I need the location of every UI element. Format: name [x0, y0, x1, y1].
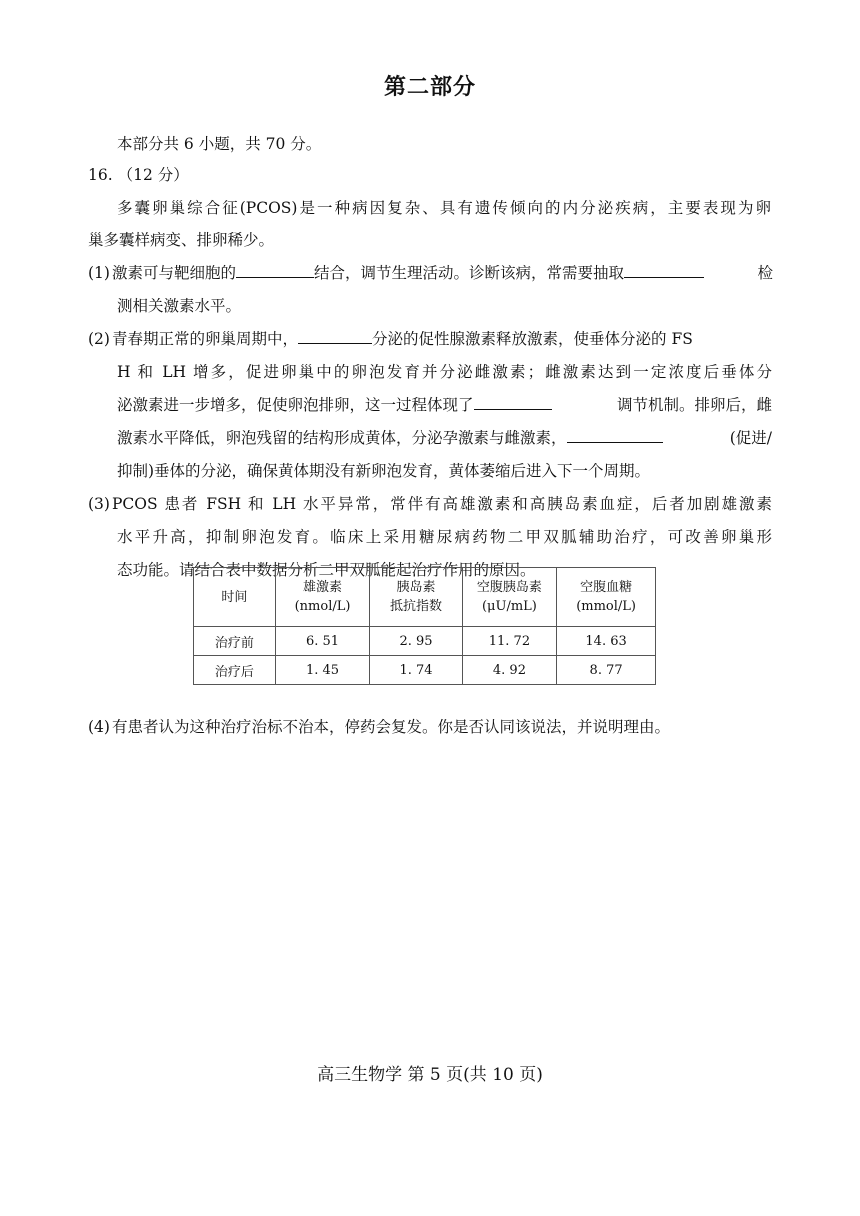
section-intro: 本部分共 6 小题，共 70 分。 [117, 135, 322, 153]
part-1-line-1 [112, 263, 773, 283]
table-cell: 治疗前 [194, 627, 276, 656]
table-cell: 1. 45 [275, 656, 370, 685]
question-points: （12 分） [117, 166, 189, 184]
part-2-line-3: 泌激素进一步增多，促使卵泡排卵，这一过程体现了 调节机制。排卵后，雌 [117, 396, 772, 414]
answer-blank-5[interactable] [567, 428, 663, 443]
part-1-label: (1) [88, 264, 110, 282]
table-row [194, 627, 656, 656]
part-1-line-2: 测相关激素水平。 [117, 297, 242, 315]
answer-blank-2[interactable] [624, 263, 704, 278]
question-stem-line-2: 巢多囊样病变、排卵稀少。 [88, 231, 275, 249]
part-4-line-1: 有患者认为这种治疗治标不治本，停药会复发。你是否认同该说法，并说明理由。 [112, 718, 671, 736]
table-cell: 8. 77 [557, 656, 656, 685]
part-3-label: (3) [88, 495, 110, 513]
part-2-label: (2) [88, 330, 110, 348]
part-3-line-1: PCOS 患者 FSH 和 LH 水平异常，常伴有高雄激素和高胰岛素血症，后者加剧雄激素 [112, 495, 772, 513]
question-number: 16. [88, 166, 113, 184]
table-cell: 11. 72 [462, 627, 557, 656]
part-3-line-3: 态功能。请结合表中数据分析二甲双胍能起治疗作用的原因。 [117, 561, 536, 579]
page-footer: 高三生物学 第 5 页(共 10 页) [317, 1065, 543, 1085]
part-2-line-1: 青春期正常的卵巢周期中， 分泌的促性腺激素释放激素，使垂体分泌的 FS [112, 330, 693, 348]
part-2-line-5: 抑制)垂体的分泌，确保黄体期没有新卵泡发育，黄体萎缩后进入下一个周期。 [117, 462, 651, 480]
part-2-line-4: 激素水平降低，卵泡残留的结构形成黄体，分泌孕激素与雌激素， (促进/ [117, 429, 772, 447]
data-table [193, 567, 656, 685]
part-2-line-2: H 和 LH 增多，促进卵巢中的卵泡发育并分泌雌激素；雌激素达到一定浓度后垂体分 [117, 363, 772, 381]
table-header-cell: 时间 [194, 568, 276, 627]
answer-blank-4[interactable] [474, 395, 552, 410]
table-cell: 治疗后 [194, 656, 276, 685]
table-row [194, 656, 656, 685]
question-header [88, 165, 189, 185]
part-4-label: (4) [88, 718, 110, 736]
answer-blank-3[interactable] [298, 329, 372, 344]
question-stem-line-1: 多囊卵巢综合征(PCOS)是一种病因复杂、具有遗传倾向的内分泌疾病，主要表现为卵 [117, 199, 771, 217]
table-cell: 2. 95 [370, 627, 462, 656]
answer-blank-1[interactable] [236, 263, 314, 278]
table-header-cell: 雄激素 (nmol/L) [275, 568, 370, 627]
table-header-cell: 空腹血糖 (mmol/L) [557, 568, 656, 627]
table-cell: 6. 51 [275, 627, 370, 656]
part-3-line-2: 水平升高，抑制卵泡发育。临床上采用糖尿病药物二甲双胍辅助治疗，可改善卵巢形 [117, 528, 772, 546]
table-cell: 14. 63 [557, 627, 656, 656]
part-1-text-c: 检 [757, 264, 773, 282]
table-header-cell: 空腹胰岛素 (μU/mL) [462, 568, 557, 627]
table-cell: 1. 74 [370, 656, 462, 685]
table-cell: 4. 92 [462, 656, 557, 685]
part-1-text-a: 激素可与靶细胞的 结合，调节生理活动。诊断该病，常需要抽取 [112, 263, 704, 283]
section-title: 第二部分 [383, 75, 476, 100]
table-header-cell: 胰岛素 抵抗指数 [370, 568, 462, 627]
table-header-row [194, 568, 656, 627]
